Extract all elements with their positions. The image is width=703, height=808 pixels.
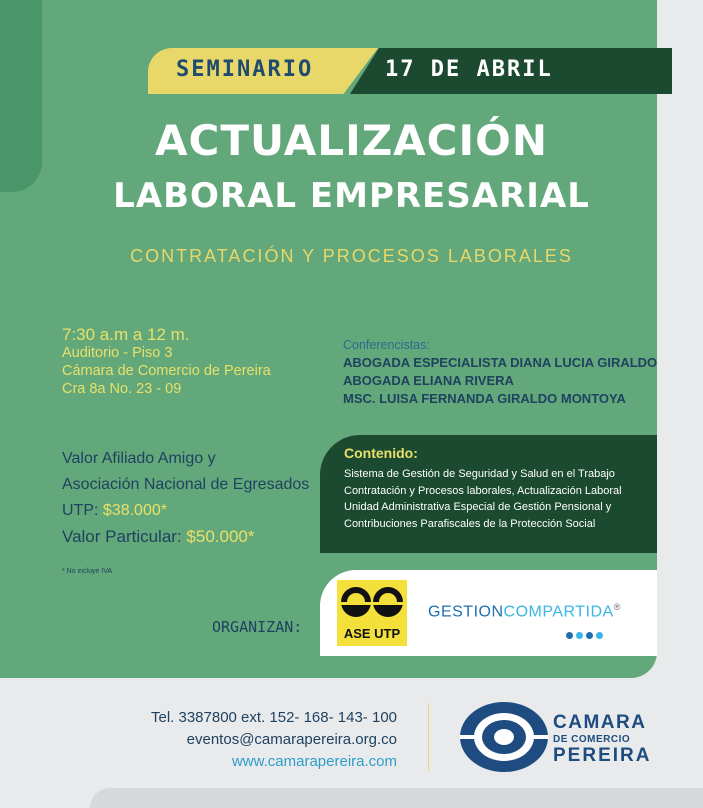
price-particular-label: Valor Particular: xyxy=(62,527,182,546)
gc-reg: ® xyxy=(613,602,621,612)
gc-dot-icon xyxy=(586,632,593,639)
price-affiliate-label: UTP: xyxy=(62,502,99,519)
content-item: Sistema de Gestión de Seguridad y Salud en el Trabajo xyxy=(344,468,615,480)
pricing xyxy=(62,446,309,550)
price-affiliate-value: $38.000* xyxy=(102,502,167,519)
ase-utp-logo xyxy=(337,580,407,646)
title-line1: ACTUALIZACIÓN xyxy=(155,116,548,165)
divider xyxy=(428,703,429,771)
event-place: Auditorio - Piso 3 xyxy=(62,345,173,361)
camara-comercio-logo-icon xyxy=(458,700,550,774)
price-line2: Asociación Nacional de Egresados xyxy=(62,476,310,493)
content-title: Contenido: xyxy=(344,445,418,461)
subtitle: CONTRATACIÓN Y PROCESOS LABORALES xyxy=(130,246,573,266)
speaker-name: MSC. LUISA FERNANDA GIRALDO MONTOYA xyxy=(343,391,626,406)
content-list xyxy=(344,466,622,532)
ase-utp-logo-icon xyxy=(337,580,407,646)
ase-utp-text: ASE UTP xyxy=(343,626,401,641)
cc-line1: CAMARA xyxy=(553,712,647,733)
date-label: 17 DE ABRIL xyxy=(385,57,553,82)
contact-website[interactable]: www.camarapereira.com xyxy=(231,753,397,770)
speakers xyxy=(343,336,657,408)
gestion-compartida-logo xyxy=(428,602,621,621)
price-line3 xyxy=(62,498,309,524)
price-line1: Valor Afiliado Amigo y xyxy=(62,450,216,467)
cc-line3: PEREIRA xyxy=(553,745,652,766)
contact-info xyxy=(151,707,397,773)
contact-phone: Tel. 3387800 ext. 152- 168- 143- 100 xyxy=(150,709,397,726)
speaker-name: ABOGADA ELIANA RIVERA xyxy=(343,373,514,388)
price-particular-value: $50.000* xyxy=(186,527,255,546)
seminario-label: SEMINARIO xyxy=(176,57,314,82)
cc-line2: DE COMERCIO xyxy=(553,734,631,745)
content-item: Contratación y Procesos laborales, Actualización Laboral xyxy=(344,484,622,497)
event-info xyxy=(62,326,271,398)
event-address: Cra 8a No. 23 - 09 xyxy=(62,381,182,397)
content-item: Unidad Administrativa Especial de Gestión Pensional y xyxy=(344,501,612,513)
gc-dots xyxy=(566,626,606,644)
price-note: * No incluye IVA xyxy=(62,568,113,575)
content-item: Contribuciones Parafiscales de la Protección Social xyxy=(344,517,596,530)
price-line4 xyxy=(62,524,309,550)
event-venue: Cámara de Comercio de Pereira xyxy=(62,363,271,379)
gc-part1: GESTION xyxy=(428,603,504,621)
gc-dot-icon xyxy=(596,632,603,639)
speaker-name: ABOGADA ESPECIALISTA DIANA LUCIA GIRALDO xyxy=(343,355,658,370)
contact-email[interactable]: eventos@camarapereira.org.co xyxy=(186,731,397,748)
gc-dot-icon xyxy=(576,632,583,639)
event-time: 7:30 a.m a 12 m. xyxy=(62,325,190,344)
organizers-label: ORGANIZAN: xyxy=(212,618,303,636)
title-line2: LABORAL EMPRESARIAL xyxy=(113,176,590,216)
gc-part2: COMPARTIDA xyxy=(503,603,614,621)
speakers-label: Conferencistas: xyxy=(343,338,430,352)
bottom-band xyxy=(90,788,703,808)
camara-comercio-name xyxy=(553,712,651,767)
gc-dot-icon xyxy=(566,632,573,639)
